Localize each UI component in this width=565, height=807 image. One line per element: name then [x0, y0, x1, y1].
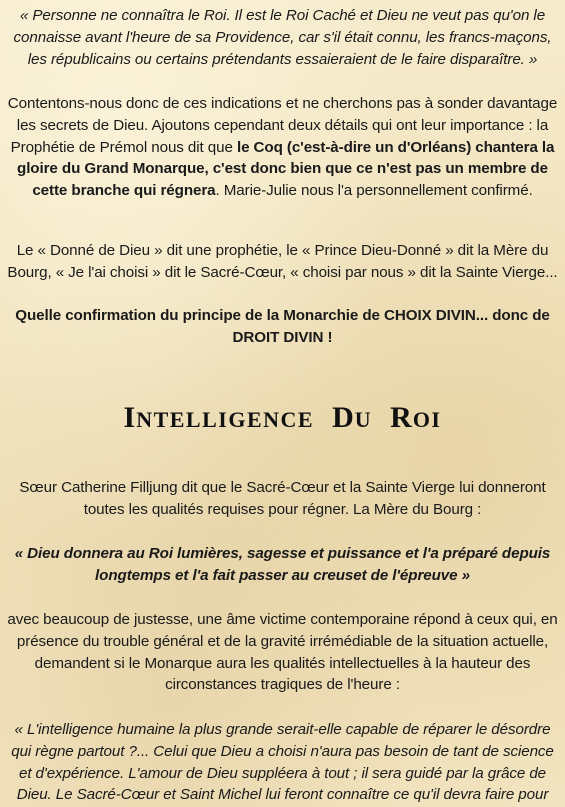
- heading-initial: D: [332, 401, 355, 434]
- heading-word: NTELLIGENCE: [136, 407, 315, 432]
- heading-word: OI: [412, 407, 442, 432]
- heading-word: U: [354, 407, 373, 432]
- quote-paragraph-intelligence: « L'intelligence humaine la plus grande serait-elle capable de réparer le désordre qui règne partout ?... Celui que Dieu a choisi n'aura pas besoin de tant de science et d'expérience. L'amour de Dieu suppléera à tout ; il sera guidé par la grâce de Dieu. Le Sacré-Cœur et Saint Michel lui feront connaître ce qu'il devra faire pour: [11, 721, 554, 804]
- paragraph-text: Contentons-nous donc de ces indications et ne cherchons pas à sonder davantage les secrets de Dieu. Ajoutons cependant deux détails qui ont leur importance : la Prophétie de Prémol nous dit que: [7, 95, 558, 156]
- heading-initial: I: [123, 401, 137, 434]
- heading-initial: R: [390, 401, 413, 434]
- section-heading: [0, 398, 565, 440]
- paragraph-text: . Marie-Julie nous l'a personnellement confirmé.: [215, 182, 533, 200]
- paragraph-droit-divin: Quelle confirmation du principe de la Monarchie de CHOIX DIVIN... donc de DROIT DIVIN !: [15, 307, 550, 346]
- quote-paragraph-mere-du-bourg: « Dieu donnera au Roi lumières, sagesse et puissance et l'a préparé depuis longtemps et l'a fait passer au creuset de l'épreuve »: [14, 545, 551, 584]
- paragraph-catherine-filljung: Sœur Catherine Filljung dit que le Sacré-Cœur et la Sainte Vierge lui donneront toutes les qualités requises pour régner. La Mère du Bourg :: [19, 479, 546, 518]
- paragraph-premol-prophecy: [6, 93, 559, 202]
- paragraph-donne-de-dieu: Le « Donné de Dieu » dit une prophétie, le « Prince Dieu-Donné » dit la Mère du Bourg, « Je l'ai choisi » dit le Sacré-Cœur, « choisi par nous » dit la Sainte Vierge...: [7, 242, 558, 281]
- quote-paragraph-hidden-king: « Personne ne connaîtra le Roi. Il est le Roi Caché et Dieu ne veut pas qu'on le connaisse avant l'heure de sa Providence, car s'il était connu, les francs-maçons, les républicains ou certains prétendants essaieraient de le faire disparaître. »: [13, 7, 552, 68]
- bold-emphasis-text: le Coq (c'est-à-dire un d'Orléans) chantera la gloire du Grand Monarque, c'est donc bien que ce n'est pas un membre de cette branche qui régnera: [17, 138, 555, 200]
- paragraph-ame-victime: avec beaucoup de justesse, une âme victime contemporaine répond à ceux qui, en présence du trouble général et de la gravité irrémédiable de la situation actuelle, demandent si le Monarque aura les qualités intellectuelles à la hauteur des circonstances tragiques de l'heure :: [7, 611, 558, 694]
